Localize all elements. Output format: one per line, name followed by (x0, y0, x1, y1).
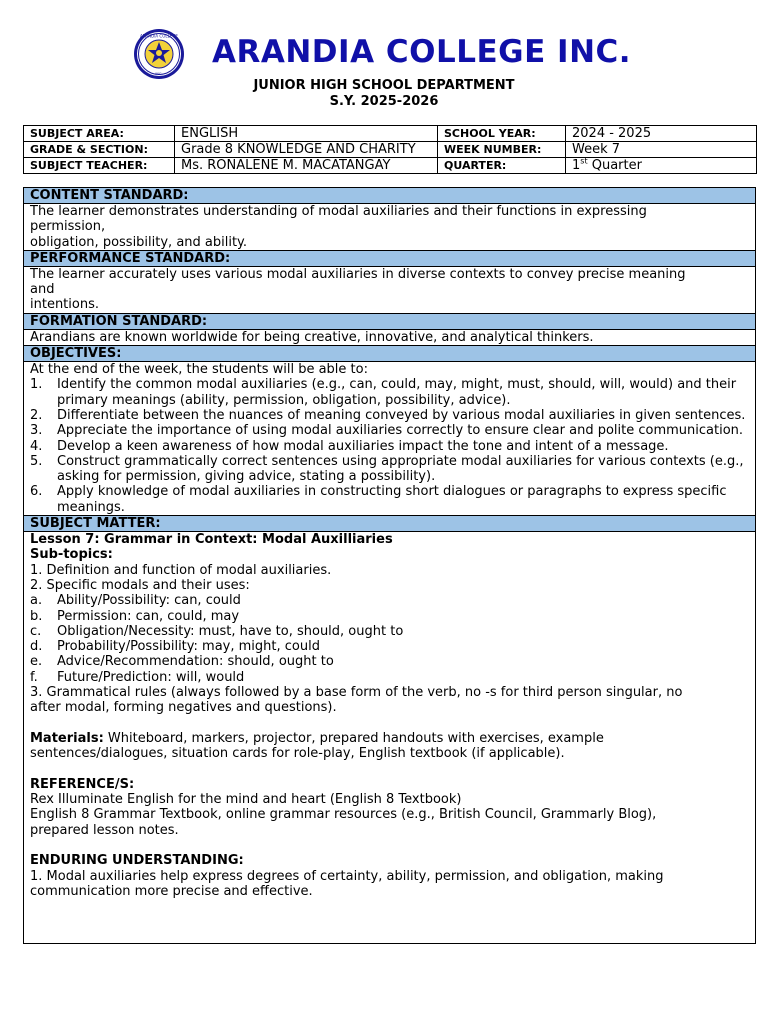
formation-standard-body (24, 330, 755, 346)
quarter-word: Quarter (587, 158, 642, 173)
subtopic-line: after modal, forming negatives and questions). (30, 700, 337, 716)
list-item: a. Ability/Possibility: can, could (30, 593, 241, 609)
week-number-label: WEEK NUMBER: (438, 142, 566, 158)
table-row (24, 126, 757, 142)
list-item: d. Probability/Possibility: may, might, could (30, 639, 320, 655)
school-year-line: S.Y. 2025-2026 (329, 94, 439, 109)
table-row (24, 142, 757, 158)
performance-standard-body (24, 267, 755, 314)
performance-standard-line: The learner accurately uses various modal auxiliaries in diverse contexts to convey precise meaning (30, 266, 686, 282)
modal-uses-list (24, 593, 755, 685)
content-standard-line: obligation, possibility, and ability. (30, 234, 248, 250)
performance-standard-header: PERFORMANCE STANDARD: (24, 251, 755, 267)
materials-line: sentences/dialogues, situation cards for role-play, English textbook (if applicable). (30, 746, 565, 762)
svg-text:INC.: INC. (155, 72, 163, 76)
references-label: REFERENCE/S: (30, 776, 135, 792)
enduring-understanding-line: 1. Modal auxiliaries help express degrees of certainty, ability, permission, and obligation, making (30, 868, 664, 884)
svg-text:ARANDIA COLLEGE: ARANDIA COLLEGE (140, 33, 178, 39)
subtopic-line: 2. Specific modals and their uses: (30, 577, 250, 593)
week-number-value: Week 7 (566, 142, 757, 158)
department-name: JUNIOR HIGH SCHOOL DEPARTMENT (253, 78, 515, 93)
quarter-value (566, 158, 757, 174)
subject-matter-body (24, 532, 755, 899)
subtopics-label: Sub-topics: (30, 547, 113, 563)
subject-matter-header: SUBJECT MATTER: (24, 516, 755, 532)
materials-label: Materials: (30, 730, 104, 746)
enduring-understanding-line: communication more precise and effective. (30, 883, 313, 899)
subject-teacher-value: Ms. RONALENE M. MACATANGAY (175, 158, 438, 174)
quarter-ordinal-suffix: st (580, 156, 588, 166)
formation-standard-line: Arandians are known worldwide for being creative, innovative, and analytical thinkers. (30, 329, 594, 345)
quarter-number: 1 (572, 158, 581, 173)
performance-standard-line: intentions. (30, 297, 99, 313)
list-item: f. Future/Prediction: will, would (30, 669, 245, 685)
enduring-understanding-label: ENDURING UNDERSTANDING: (30, 853, 244, 869)
arandia-college-seal-icon (132, 28, 186, 80)
lesson-plan-body (23, 187, 756, 944)
list-item: e. Advice/Recommendation: should, ought to (30, 654, 334, 670)
subtopic-line: 3. Grammatical rules (always followed by a base form of the verb, no -s for third person singular, no (30, 685, 683, 701)
objectives-header: OBJECTIVES: (24, 346, 755, 362)
school-year-value: 2024 - 2025 (566, 126, 757, 142)
objectives-list (24, 377, 755, 515)
lesson-title: Lesson 7: Grammar in Context: Modal Auxilliaries (30, 532, 393, 548)
reference-line: English 8 Grammar Textbook, online grammar resources (e.g., British Council, Grammarly Blog), (30, 807, 657, 823)
list-item: 4. Develop a keen awareness of how modal auxiliaries impact the tone and intent of a message. (30, 438, 669, 454)
content-standard-body (24, 204, 755, 251)
content-standard-header: CONTENT STANDARD: (24, 188, 755, 204)
list-item: 3. Appreciate the importance of using modal auxiliaries correctly to ensure clear and polite communication. (30, 423, 744, 439)
subject-teacher-label: SUBJECT TEACHER: (24, 158, 175, 174)
document-header (0, 0, 768, 115)
materials-line: Materials: Whiteboard, markers, projector, prepared handouts with exercises, example (30, 730, 604, 746)
content-standard-line: The learner demonstrates understanding of modal auxiliaries and their functions in expressing (30, 204, 647, 219)
content-standard-line: permission, (30, 219, 106, 235)
reference-line: Rex Illuminate English for the mind and heart (English 8 Textbook) (30, 792, 462, 808)
performance-standard-line: and (30, 282, 55, 298)
table-row (24, 158, 757, 174)
formation-standard-header: FORMATION STANDARD: (24, 314, 755, 330)
list-item: c. Obligation/Necessity: must, have to, should, ought to (30, 623, 404, 639)
objectives-body (24, 362, 755, 516)
grade-section-value: Grade 8 KNOWLEDGE AND CHARITY (175, 142, 438, 158)
subject-area-value: ENGLISH (175, 126, 438, 142)
list-item: 5. Construct grammatically correct sentences using appropriate modal auxiliaries for various contexts (e.g., asking for permission, giving advice, stating a possibility). (30, 453, 744, 485)
school-year-label: SCHOOL YEAR: (438, 126, 566, 142)
list-item: 1. Identify the common modal auxiliaries (e.g., can, could, may, might, must, should, will, would) and their primary meanings (ability, permission, obligation, possibility, advice). (30, 377, 737, 408)
subject-area-label: SUBJECT AREA: (24, 126, 175, 142)
list-item: b. Permission: can, could, may (30, 608, 240, 624)
subtopic-line: 1. Definition and function of modal auxiliaries. (30, 562, 332, 578)
grade-section-label: GRADE & SECTION: (24, 142, 175, 158)
list-item: 6. Apply knowledge of modal auxiliaries in constructing short dialogues or paragraphs to express specific meanings. (30, 484, 727, 515)
objectives-intro: At the end of the week, the students will be able to: (30, 362, 368, 378)
quarter-label: QUARTER: (438, 158, 566, 174)
class-info-table (23, 125, 757, 174)
college-name: ARANDIA COLLEGE INC. (212, 34, 632, 70)
reference-line: prepared lesson notes. (30, 822, 179, 838)
list-item: 2. Differentiate between the nuances of meaning conveyed by various modal auxiliaries in given sentences. (30, 407, 746, 423)
